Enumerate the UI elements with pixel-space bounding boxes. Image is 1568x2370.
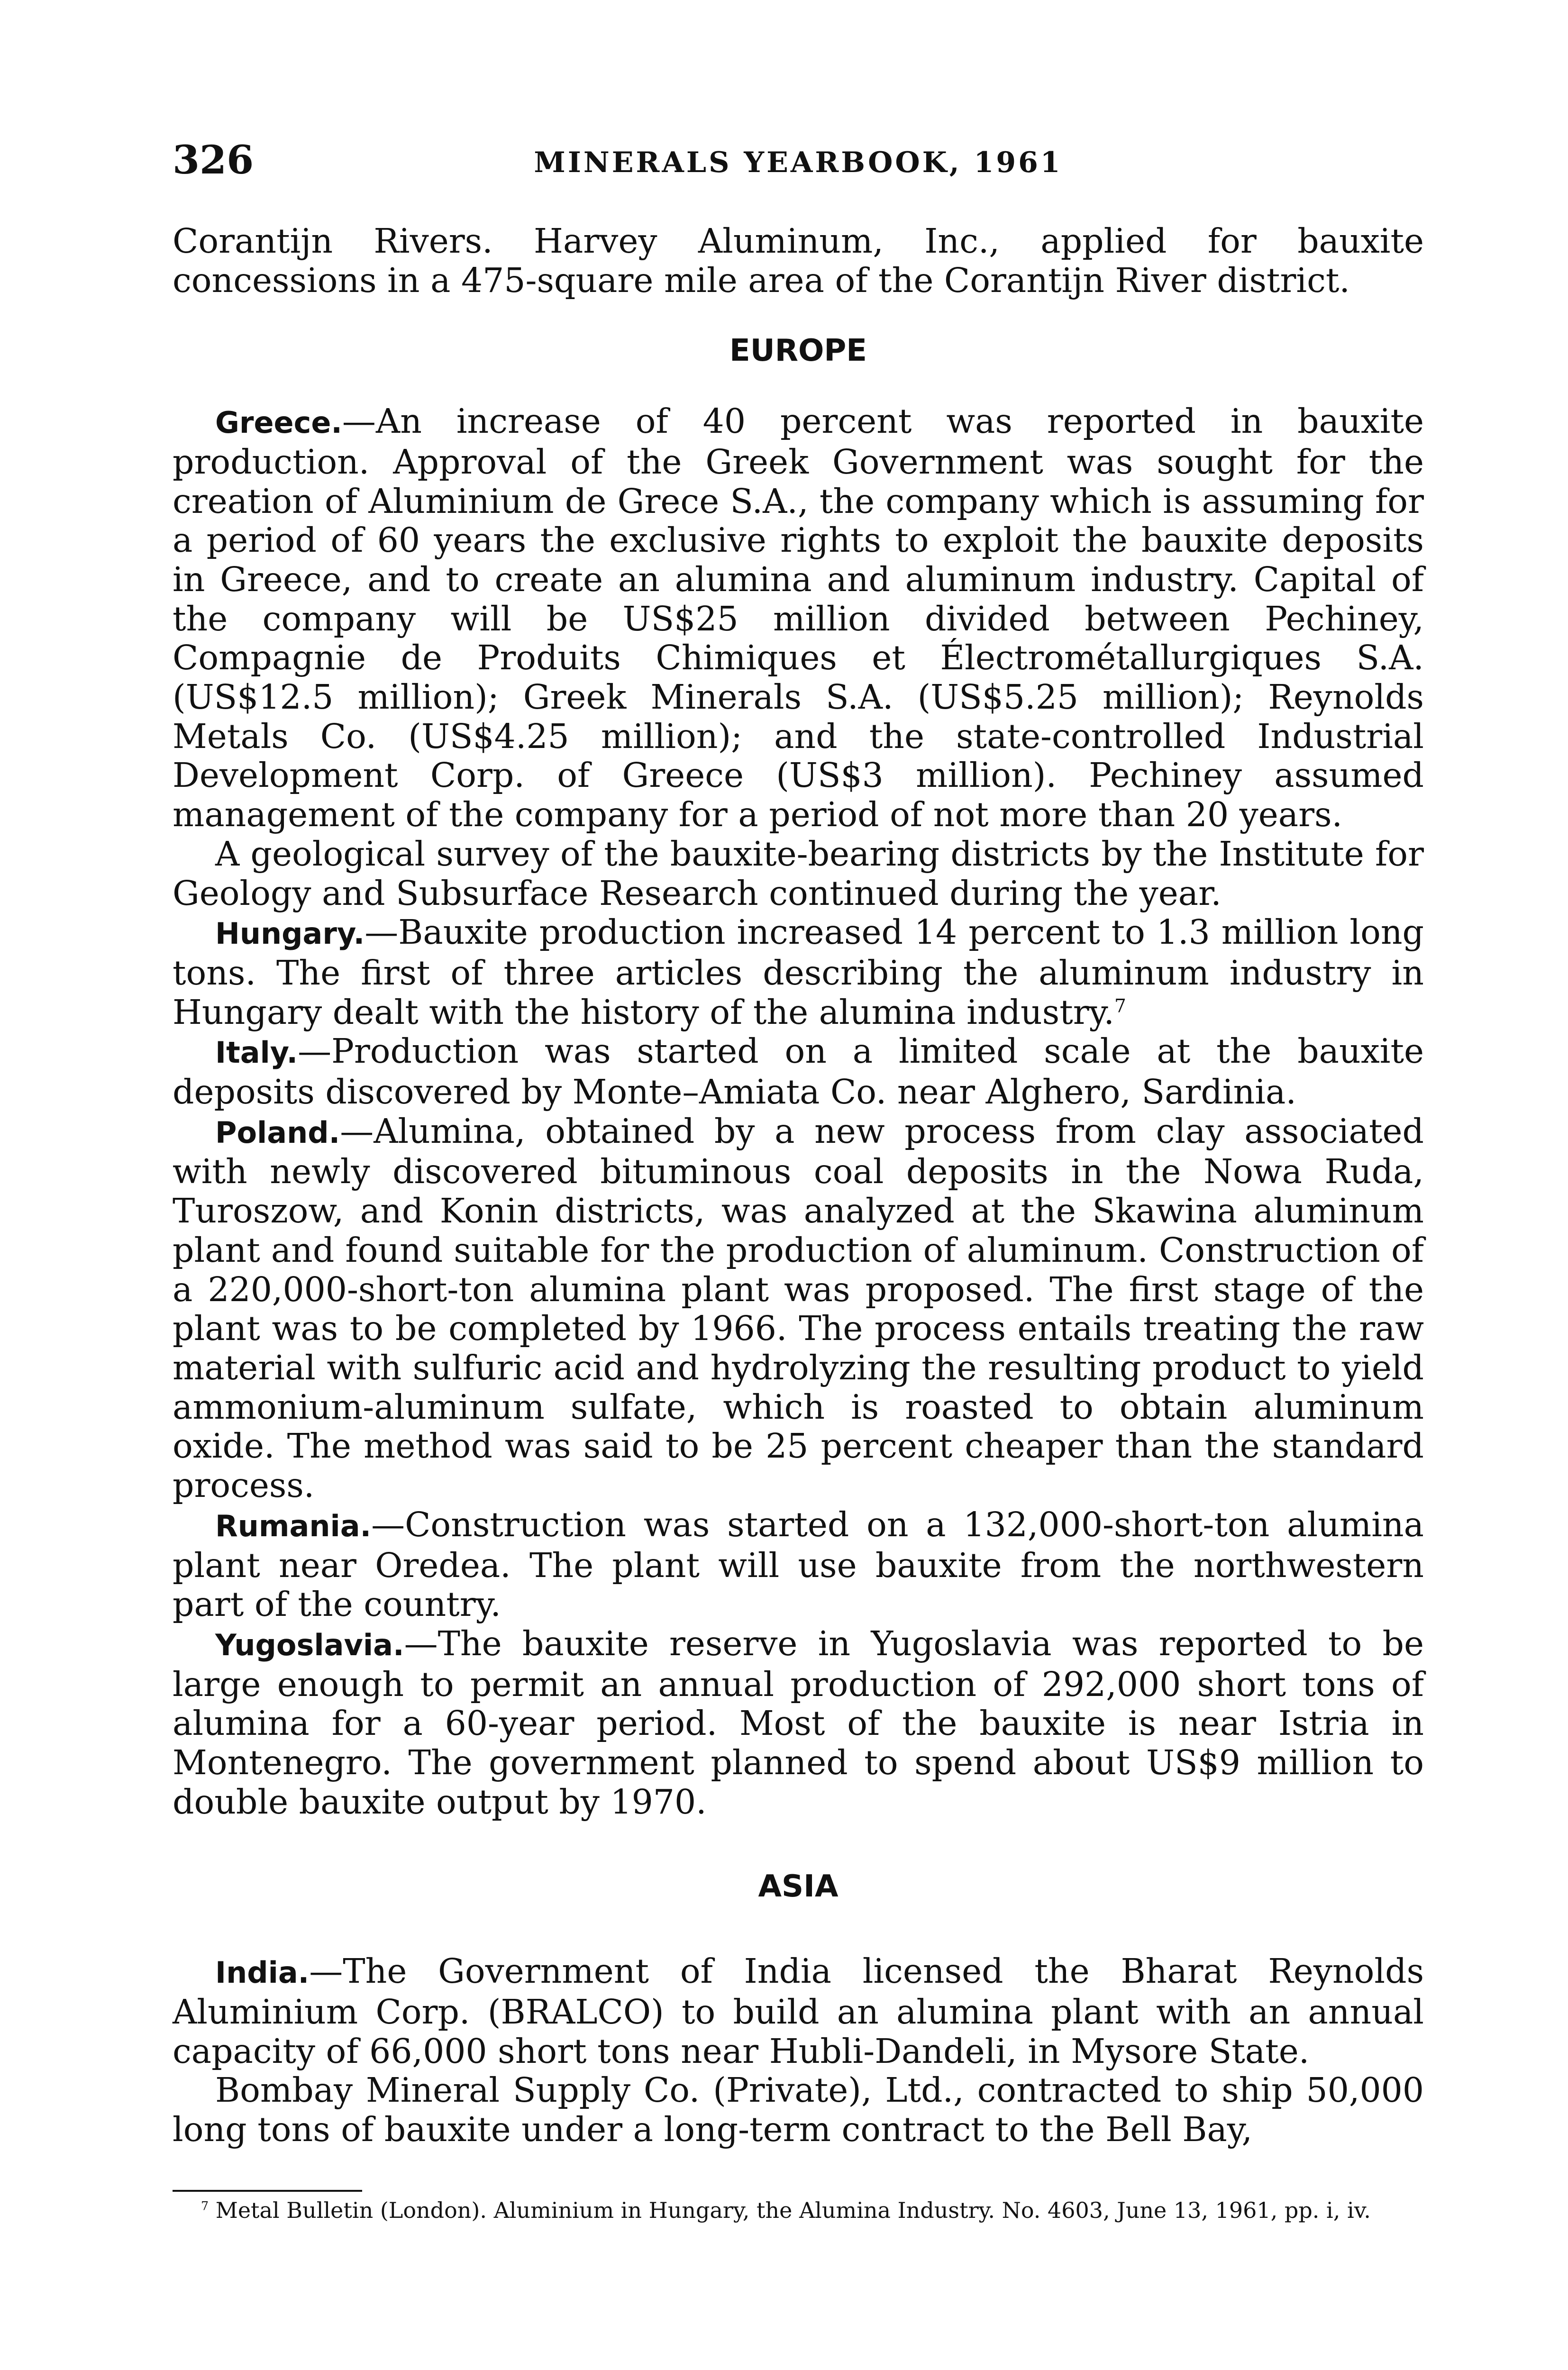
rubric-yugoslavia: Yugoslavia. <box>215 1627 404 1662</box>
paragraph-greece <box>173 402 1424 835</box>
section-heading-europe: EUROPE <box>729 333 867 369</box>
running-title: MINERALS YEARBOOK, 1961 <box>534 146 1063 179</box>
paragraph-greece-survey: A geological survey of the bauxite-bearing districts by the Institute for Geology and Subsurface Research continued during the year. <box>173 834 1424 913</box>
text-poland: —Alumina, obtained by a new process from clay associated with newly discovered bituminous coal deposits in the Nowa Ruda, Turoszow, and Konin districts, was analyzed at the Skawina aluminum plant and found suitable for the production of aluminum. Construction of a 220,000-short-ton alumina plant was proposed. The first stage of the plant was to be completed by 1966. The process entails treating the raw material with sulfuric acid and hydrolyzing the resulting product to yield ammonium-aluminum sulfate, which is roasted to obtain aluminum oxide. The method was said to be 25 percent cheaper than the standard process. <box>173 1111 1424 1505</box>
body-text <box>173 222 1424 2150</box>
text-greece: —An increase of 40 percent was reported in bauxite production. Approval of the Greek Government was sought for the creation of Aluminium de Grece S.A., the company which is assuming for a period of 60 years the exclusive rights to exploit the bauxite deposits in Greece, and to create an alumina and aluminum industry. Capital of the company will be US$25 million divided between Pechiney, Compagnie de Produits Chimiques et Électrométallurgiques S.A. (US$12.5 million); Greek Minerals S.A. (US$5.25 million); Reynolds Metals Co. (US$4.25 million); and the state-controlled Industrial Development Corp. of Greece (US$3 million). Pechiney assumed management of the company for a period of not more than 20 years. <box>173 401 1424 835</box>
rubric-greece: Greece. <box>215 405 342 440</box>
footnote-rule <box>173 2190 362 2192</box>
paragraph-italy <box>173 1032 1424 1112</box>
text-india: —The Government of India licensed the Bharat Reynolds Aluminium Corp. (BRALCO) to build an alumina plant with an annual capacity of 66,000 short tons near Hubli-Dandeli, in Mysore State. <box>173 1951 1424 2071</box>
footnote-mark-7: 7 <box>201 2199 209 2213</box>
text-rumania: —Construction was started on a 132,000-short-ton alumina plant near Oredea. The plant will use bauxite from the northwestern part of the country. <box>173 1504 1424 1624</box>
paragraph-bombay: Bombay Mineral Supply Co. (Private), Ltd., contracted to ship 50,000 long tons of bauxite under a long-term contract to the Bell Bay, <box>173 2070 1424 2149</box>
rubric-italy: Italy. <box>215 1035 298 1070</box>
page-header <box>173 137 1424 190</box>
text-yugoslavia: —The bauxite reserve in Yugoslavia was reported to be large enough to permit an annual production of 292,000 short tons of alumina for a 60-year period. Most of the bauxite is near Istria in Montenegro. The government planned to spend about US$9 million to double bauxite output by 1970. <box>173 1623 1424 1822</box>
paragraph-hungary <box>173 913 1424 1032</box>
rubric-india: India. <box>215 1955 310 1990</box>
rubric-poland: Poland. <box>215 1115 340 1150</box>
section-heading-asia: ASIA <box>758 1869 839 1905</box>
paragraph-rumania <box>173 1505 1424 1624</box>
footnote-7 <box>173 2197 1424 2223</box>
paragraph-india <box>173 1952 1424 2071</box>
rubric-rumania: Rumania. <box>215 1508 372 1543</box>
rubric-hungary: Hungary. <box>215 916 365 951</box>
paragraph-poland <box>173 1112 1424 1505</box>
text-hungary: —Bauxite production increased 14 percent to 1.3 million long tons. The first of three articles describing the aluminum industry in Hungary dealt with the history of the alumina industry. <box>173 912 1424 1032</box>
footnote-7-text: Metal Bulletin (London). Aluminium in Hungary, the Alumina Industry. No. 4603, June 13, 1961, pp. i, iv. <box>209 2197 1371 2223</box>
paragraph-yugoslavia <box>173 1624 1424 1822</box>
page-number: 326 <box>173 137 254 183</box>
paragraph-corantijn: Corantijn Rivers. Harvey Aluminum, Inc., applied for bauxite concessions in a 475-square mile area of the Corantijn River district. <box>173 221 1424 300</box>
footnote-ref-7: 7 <box>1114 995 1126 1017</box>
text-italy: —Production was started on a limited scale at the bauxite deposits discovered by Monte–Amiata Co. near Alghero, Sardinia. <box>173 1031 1424 1112</box>
footnotes <box>173 2190 1424 2223</box>
